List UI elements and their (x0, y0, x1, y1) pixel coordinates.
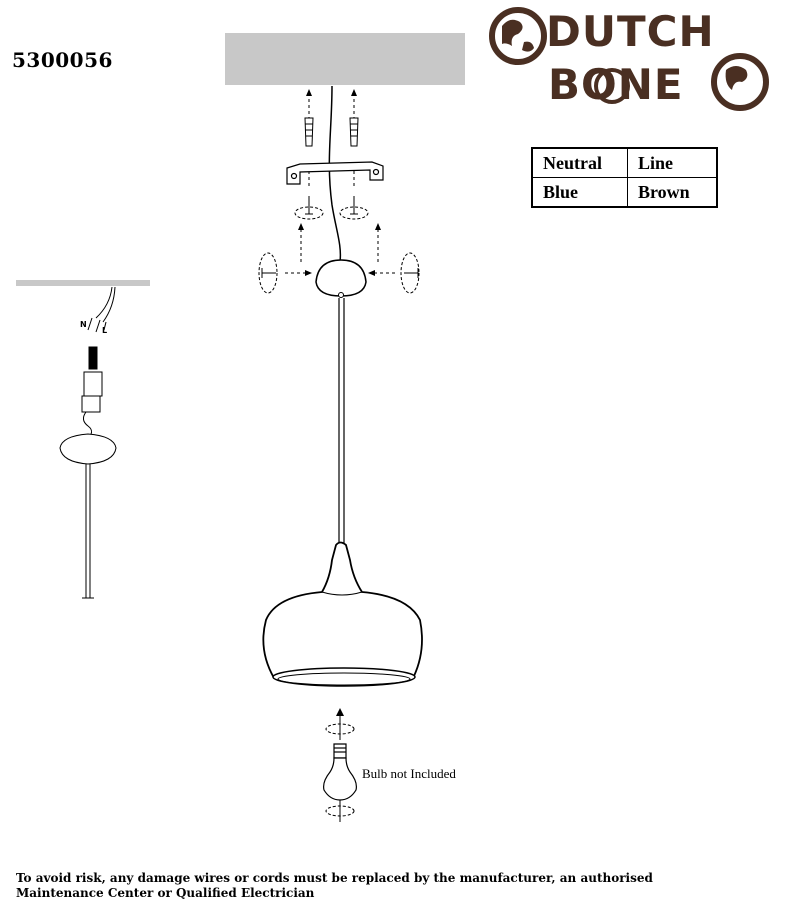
product-code: 5300056 (12, 48, 113, 72)
logo-word-bone: BONE (548, 60, 684, 109)
ceiling-canopy (316, 260, 366, 296)
line-header: Line (628, 148, 718, 178)
power-cord (329, 86, 340, 262)
wiring-detail (60, 287, 116, 598)
bulb-icon (324, 744, 357, 800)
line-wire-label: L (102, 326, 108, 335)
bulb-note: Bulb not Included (362, 766, 456, 781)
mounting-bracket (287, 162, 383, 184)
neutral-header: Neutral (532, 148, 628, 178)
ceiling-block (225, 33, 465, 85)
line-color: Brown (628, 178, 718, 208)
pendant-shade (263, 543, 422, 684)
logo-word-dutch: DUTCH (546, 7, 715, 56)
neutral-wire-label: N (80, 320, 87, 329)
ceiling-strip (16, 280, 150, 286)
warning-text: To avoid risk, any damage wires or cords must be replaced by the manufacturer, an authorised Maintenance Center or Qualified Electrician (16, 871, 653, 900)
neutral-color: Blue (532, 178, 628, 208)
